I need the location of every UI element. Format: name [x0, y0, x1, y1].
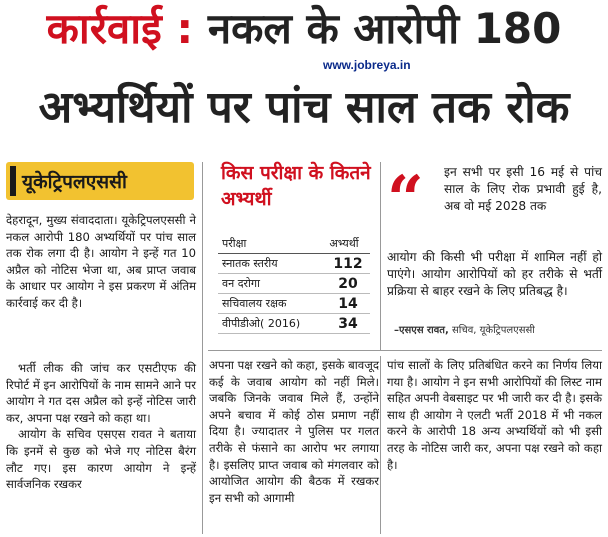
column-2-paragraph: अपना पक्ष रखने को कहा, इसके बावजूद कई के जवाब आयोग को नहीं मिले। जबकि जिनके जवाब मिले हैं, उन्होंने अपने बचाव में कोई ठोस प्रमाण नहीं दिया है। ज्यादातर ने पुलिस पर गलत तरीके से फंसाने का आरोप भर लगाया है। इसलिए प्राप्त जवाब को मंगलवार को आयोजित आयोग की बैठक में रखकर इन सभी को आगामी: [209, 358, 379, 505]
quote-attribution: [394, 322, 535, 336]
column-1-paragraph-1: देहरादून, मुख्य संवाददाता। यूकेट्रिपलएससी ने नकल आरोपी 180 अभ्यर्थियों पर पांच साल तक रोक लगा दी है। आयोग ने इन्हें गत 10 अप्रैल को नोटिस भेजा था, अब प्राप्त जवाब के आधार पर आयोग ने इस प्रकरण में अंतिम कार्रवाई कर दी है।: [6, 213, 196, 310]
headline-line-1-rest: नकल के आरोपी 180: [207, 4, 562, 53]
watermark: www.jobreya.in: [323, 58, 411, 72]
table-cell-count: 34: [338, 315, 358, 332]
section-tag: [6, 162, 194, 200]
headline-prefix: कार्रवाई :: [46, 4, 194, 53]
table-cell-count: 14: [338, 295, 358, 312]
table-box-title: किस परीक्षा के कितने अभ्यर्थी: [221, 162, 371, 210]
table-header-row: [218, 234, 370, 254]
headline-line-1: [0, 4, 608, 54]
table-row: [218, 314, 370, 334]
quote-text-bottom: आयोग की किसी भी परीक्षा में शामिल नहीं हो पाएंगे। आयोग आरोपियों को हर तरीके से भर्ती प्रक्रिया से बाहर रखने के लिए प्रतिबद्ध है।: [387, 250, 602, 298]
tag-label: यूकेट्रिपलएससी: [22, 171, 127, 193]
box-bottom-rule: [208, 350, 602, 351]
table-row: [218, 294, 370, 314]
column-1-bottom: [6, 360, 196, 493]
table-header-count: अभ्यर्थी: [329, 237, 359, 250]
exam-table: [218, 234, 370, 334]
table-row: [218, 274, 370, 294]
column-2: [209, 357, 379, 506]
column-1-top: [6, 212, 196, 312]
table-cell-exam: वीपीडीओ( 2016): [222, 317, 301, 330]
column-divider-3: [380, 356, 381, 534]
headline-line-2: अभ्यर्थियों पर पांच साल तक रोक: [38, 82, 570, 133]
table-cell-count: 112: [333, 255, 363, 272]
tag-bar: [10, 166, 16, 196]
quote-mark-icon: “: [387, 162, 424, 237]
table-cell-exam: वन दरोगा: [222, 277, 260, 290]
column-1-paragraph-2: भर्ती लीक की जांच कर एसटीएफ की रिपोर्ट में इन आरोपियों के नाम सामने आने पर आयोग ने गत दस अप्रैल को इन्हें नोटिस जारी कर, अपना पक्ष रखने को कहा था।: [6, 361, 196, 425]
quote-text-top: इन सभी पर इसी 16 मई से पांच साल के लिए रोक प्रभावी हुई है, अब वो मई 2028 तक: [444, 165, 602, 213]
table-header-exam: परीक्षा: [222, 237, 247, 250]
column-3: [387, 357, 602, 473]
table-row: [218, 254, 370, 274]
quote-role: सचिव, यूकेट्रिपलएससी: [452, 325, 535, 336]
column-divider-1: [202, 162, 203, 534]
column-3-paragraph: पांच सालों के लिए प्रतिबंधित करने का निर्णय लिया गया है। आयोग ने इन सभी आरोपियों की लिस्ट नाम सहित अपनी वेबसाइट पर भी जारी कर दी है। इसके साथ ही आयोग ने एलटी भर्ती 2018 में भी नकल करने के आरोपी 18 अन्य अभ्यर्थियों को भी इसी तरह के नोटिस जारी कर, अपना पक्ष रखने को कहा है।: [387, 358, 602, 472]
quote-author: –एसएस रावत,: [394, 325, 449, 336]
table-cell-exam: सचिवालय रक्षक: [222, 297, 287, 310]
table-cell-count: 20: [338, 275, 358, 292]
column-1-paragraph-3: आयोग के सचिव एसएस रावत ने बताया कि इनमें से कुछ को भेजे गए नोटिस बैरंग लौट गए। इस कारण आयोग ने इन्हें सार्वजनिक रखकर: [6, 427, 196, 492]
column-divider-2: [380, 162, 381, 350]
table-cell-exam: स्नातक स्तरीय: [222, 257, 278, 270]
